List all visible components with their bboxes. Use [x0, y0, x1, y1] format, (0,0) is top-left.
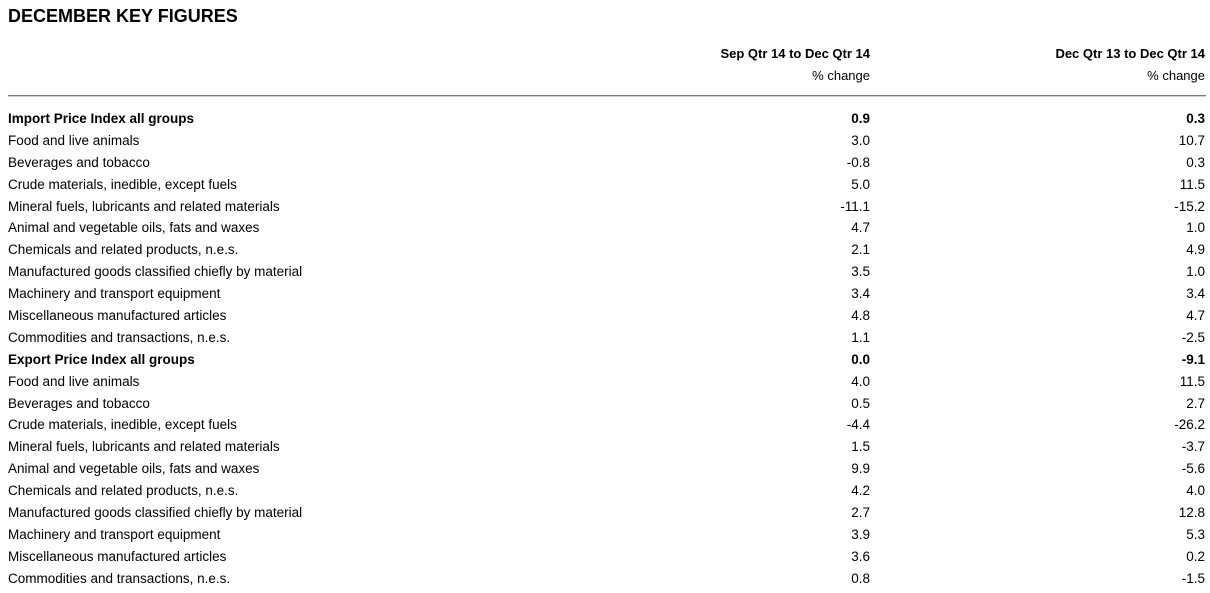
row-value-annual: -5.6	[1181, 461, 1205, 477]
row-value-annual: 11.5	[1179, 373, 1205, 389]
row-value-quarterly: 4.0	[851, 373, 870, 389]
table-row	[8, 502, 1206, 524]
row-label: Mineral fuels, lubricants and related materials	[8, 439, 280, 455]
row-value-annual: 1.0	[1186, 220, 1205, 236]
row-value-quarterly: 3.6	[851, 548, 870, 564]
table-row	[8, 130, 1206, 152]
row-label: Import Price Index all groups	[8, 111, 195, 126]
row-label: Commodities and transactions, n.e.s.	[8, 570, 231, 586]
row-label: Machinery and transport equipment	[8, 286, 221, 302]
row-value-quarterly: 4.7	[851, 220, 870, 236]
row-label: Manufactured goods classified chiefly by material	[8, 505, 303, 521]
row-label: Miscellaneous manufactured articles	[8, 308, 227, 324]
row-label: Animal and vegetable oils, fats and waxes	[8, 220, 260, 236]
row-value-quarterly: 0.5	[851, 395, 870, 411]
row-value-quarterly: 3.5	[851, 264, 870, 280]
row-value-annual: -3.7	[1181, 439, 1205, 455]
row-label: Food and live animals	[8, 132, 140, 148]
table-row	[8, 174, 1206, 196]
column-header-annual-unit: % change	[1147, 68, 1205, 83]
table-row	[8, 152, 1206, 174]
row-value-quarterly: 0.0	[851, 351, 870, 367]
row-value-quarterly: 5.0	[851, 176, 870, 192]
row-value-quarterly: 3.0	[851, 132, 870, 148]
row-value-annual: -26.2	[1174, 417, 1205, 433]
row-label: Export Price Index all groups	[8, 351, 195, 367]
table-row	[8, 305, 1206, 327]
row-label: Crude materials, inedible, except fuels	[8, 176, 237, 192]
row-label: Chemicals and related products, n.e.s.	[8, 242, 239, 258]
row-label: Commodities and transactions, n.e.s.	[8, 329, 231, 345]
row-label: Mineral fuels, lubricants and related materials	[8, 198, 280, 214]
table-row	[8, 371, 1206, 393]
row-value-quarterly: 0.8	[851, 570, 870, 586]
table-row	[8, 546, 1206, 568]
row-label: Beverages and tobacco	[8, 395, 150, 411]
header-divider	[8, 95, 1206, 97]
table-row	[8, 393, 1206, 415]
column-header-quarterly-unit: % change	[812, 68, 870, 83]
table-row	[8, 283, 1206, 305]
row-label: Animal and vegetable oils, fats and waxes	[8, 461, 260, 477]
row-value-annual: 0.3	[1186, 154, 1205, 170]
row-value-annual: 4.0	[1186, 483, 1205, 499]
table-row	[8, 261, 1206, 283]
row-label: Machinery and transport equipment	[8, 526, 221, 542]
table-group-row	[8, 108, 1206, 130]
row-value-quarterly: 0.9	[851, 111, 870, 126]
row-value-annual: -2.5	[1181, 329, 1205, 345]
row-value-quarterly: 3.9	[851, 526, 870, 542]
column-header-annual	[1055, 43, 1205, 87]
table-row	[8, 414, 1206, 436]
row-value-quarterly: -4.4	[846, 417, 870, 433]
row-value-quarterly: 1.1	[851, 329, 870, 345]
table-row	[8, 239, 1206, 261]
row-value-quarterly: 2.7	[851, 505, 870, 521]
column-header-quarterly	[720, 43, 870, 87]
row-value-quarterly: 2.1	[851, 242, 870, 258]
row-value-annual: 4.7	[1186, 308, 1205, 324]
column-header-quarterly-title: Sep Qtr 14 to Dec Qtr 14	[720, 46, 870, 61]
table-row	[8, 196, 1206, 218]
page-title: DECEMBER KEY FIGURES	[8, 6, 238, 26]
table-row	[8, 568, 1206, 590]
row-value-annual: 5.3	[1186, 526, 1205, 542]
row-value-annual: 0.2	[1186, 548, 1205, 564]
row-label: Beverages and tobacco	[8, 154, 150, 170]
row-label: Food and live animals	[8, 373, 140, 389]
row-value-annual: -1.5	[1181, 570, 1205, 586]
row-value-annual: -15.2	[1174, 198, 1205, 214]
row-value-quarterly: 4.2	[851, 483, 870, 499]
table-row	[8, 524, 1206, 546]
row-value-quarterly: 4.8	[851, 308, 870, 324]
key-figures-table	[8, 108, 1206, 590]
row-value-quarterly: -0.8	[846, 154, 870, 170]
row-value-annual: 2.7	[1186, 395, 1205, 411]
table-row	[8, 327, 1206, 349]
row-value-annual: 3.4	[1186, 286, 1205, 302]
row-value-annual: -9.1	[1181, 351, 1205, 367]
row-label: Miscellaneous manufactured articles	[8, 548, 227, 564]
row-value-quarterly: 9.9	[851, 461, 870, 477]
row-label: Crude materials, inedible, except fuels	[8, 417, 237, 433]
table-group-row	[8, 349, 1206, 371]
row-label: Manufactured goods classified chiefly by material	[8, 264, 303, 280]
table-row	[8, 458, 1206, 480]
row-value-quarterly: 1.5	[851, 439, 870, 455]
table-row	[8, 436, 1206, 458]
column-header-annual-title: Dec Qtr 13 to Dec Qtr 14	[1055, 46, 1205, 61]
table-row	[8, 480, 1206, 502]
row-value-annual: 11.5	[1179, 176, 1205, 192]
row-value-annual: 0.3	[1186, 111, 1205, 126]
row-label: Chemicals and related products, n.e.s.	[8, 483, 239, 499]
table-row	[8, 217, 1206, 239]
row-value-quarterly: -11.1	[840, 198, 870, 214]
row-value-annual: 4.9	[1186, 242, 1205, 258]
row-value-annual: 10.7	[1178, 132, 1205, 148]
row-value-annual: 12.8	[1178, 505, 1205, 521]
row-value-annual: 1.0	[1186, 264, 1205, 280]
row-value-quarterly: 3.4	[851, 286, 870, 302]
